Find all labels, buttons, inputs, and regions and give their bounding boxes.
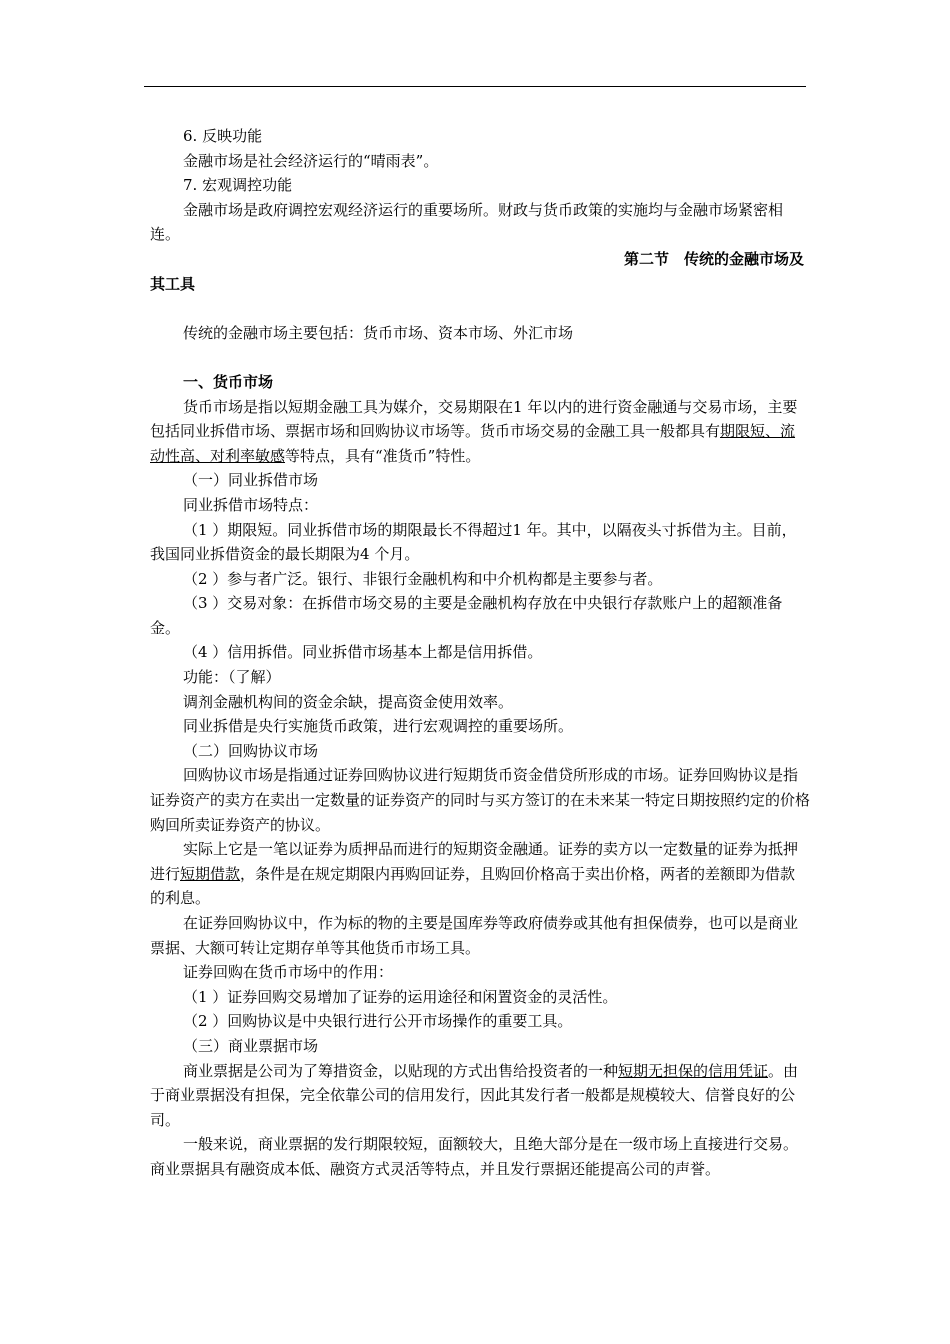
paragraph: 一般来说，商业票据的发行期限较短，面额较大，且绝大部分是在一级市场上直接进行交易。商业票据具有融资成本低、融资方式灵活等特点，并且发行票据还能提高公司的声誉。	[150, 1135, 799, 1178]
section-title: 第二节 传统的金融市场及	[623, 249, 804, 268]
paragraph: 商业票据是公司为了筹措资金，以贴现的方式出售给投资者的一种短期无担保的信用凭证。由于商业票据没有担保，完全依靠公司的信用发行，因此其发行者一般都是规模较大、信誉良好的公司。	[150, 1061, 799, 1129]
paragraph: 同业拆借市场特点：	[183, 495, 319, 514]
paragraph: 调剂金融机构间的资金余缺，提高资金使用效率。	[183, 692, 514, 711]
paragraph: 金融市场是政府调控宏观经济运行的重要场所。财政与货币政策的实施均与金融市场紧密相连。	[150, 200, 784, 244]
paragraph: 实际上它是一笔以证券为质押品而进行的短期资金融通。证券的卖方以一定数量的证券为抵押进行短期借款，条件是在规定期限内再购回证券，且购回价格高于卖出价格，两者的差额即为借款的利息。	[150, 840, 799, 908]
paragraph: 传统的金融市场主要包括：货币市场、资本市场、外汇市场	[183, 323, 574, 342]
paragraph: 在证券回购协议中，作为标的物的主要是国库券等政府债券或其他有担保债券，也可以是商业票据、大额可转让定期存单等其他货币市场工具。	[150, 914, 799, 957]
paragraph: 回购协议市场是指通过证券回购协议进行短期货币资金借贷所形成的市场。证券回购协议是指证券资产的卖方在卖出一定数量的证券资产的同时与买方签订的在未来某一特定日期按照约定的价格购回所卖证券资产的协议。	[150, 766, 811, 834]
paragraph: 货币市场是指以短期金融工具为媒介，交易期限在1 年以内的进行资金融通与交易市场，主要包括同业拆借市场、票据市场和回购协议市场等。货币市场交易的金融工具一般都具有期限短、流动性高、对利率敏感等特点，具有“准货币”特性。	[150, 397, 798, 465]
list-item: （1 ）期限短。同业拆借市场的期限最长不得超过1 年。其中，以隔夜头寸拆借为主。目前，我国同业拆借资金的最长期限为4 个月。	[150, 520, 797, 564]
list-item: （4 ）信用拆借。同业拆借市场基本上都是信用拆借。	[183, 643, 543, 662]
list-item: （3 ）交易对象：在拆借市场交易的主要是金融机构存放在中央银行存款账户上的超额准备金。	[150, 594, 783, 637]
paragraph: 金融市场是社会经济运行的“晴雨表”。	[183, 151, 439, 170]
header-rule	[144, 86, 806, 87]
document-body	[150, 124, 810, 1182]
list-item: （1 ）证券回购交易增加了证券的运用途径和闲置资金的灵活性。	[183, 987, 618, 1006]
section-title-continued: 其工具	[150, 274, 196, 293]
subheading: （二）回购协议市场	[183, 741, 319, 760]
paragraph: 7. 宏观调控功能	[183, 176, 293, 195]
paragraph: 6. 反映功能	[183, 127, 263, 145]
paragraph: 同业拆借是央行实施货币政策，进行宏观调控的重要场所。	[183, 717, 574, 736]
list-item: （2 ）参与者广泛。银行、非银行金融机构和中介机构都是主要参与者。	[183, 569, 663, 588]
paragraph: 证券回购在货币市场中的作用：	[183, 963, 394, 982]
list-item: （2 ）回购协议是中央银行进行公开市场操作的重要工具。	[183, 1012, 573, 1031]
paragraph: 功能：（了解）	[183, 668, 281, 687]
subheading: （一）同业拆借市场	[183, 471, 319, 490]
heading-money-market: 一、货币市场	[183, 372, 274, 391]
subheading: （三）商业票据市场	[183, 1036, 319, 1055]
